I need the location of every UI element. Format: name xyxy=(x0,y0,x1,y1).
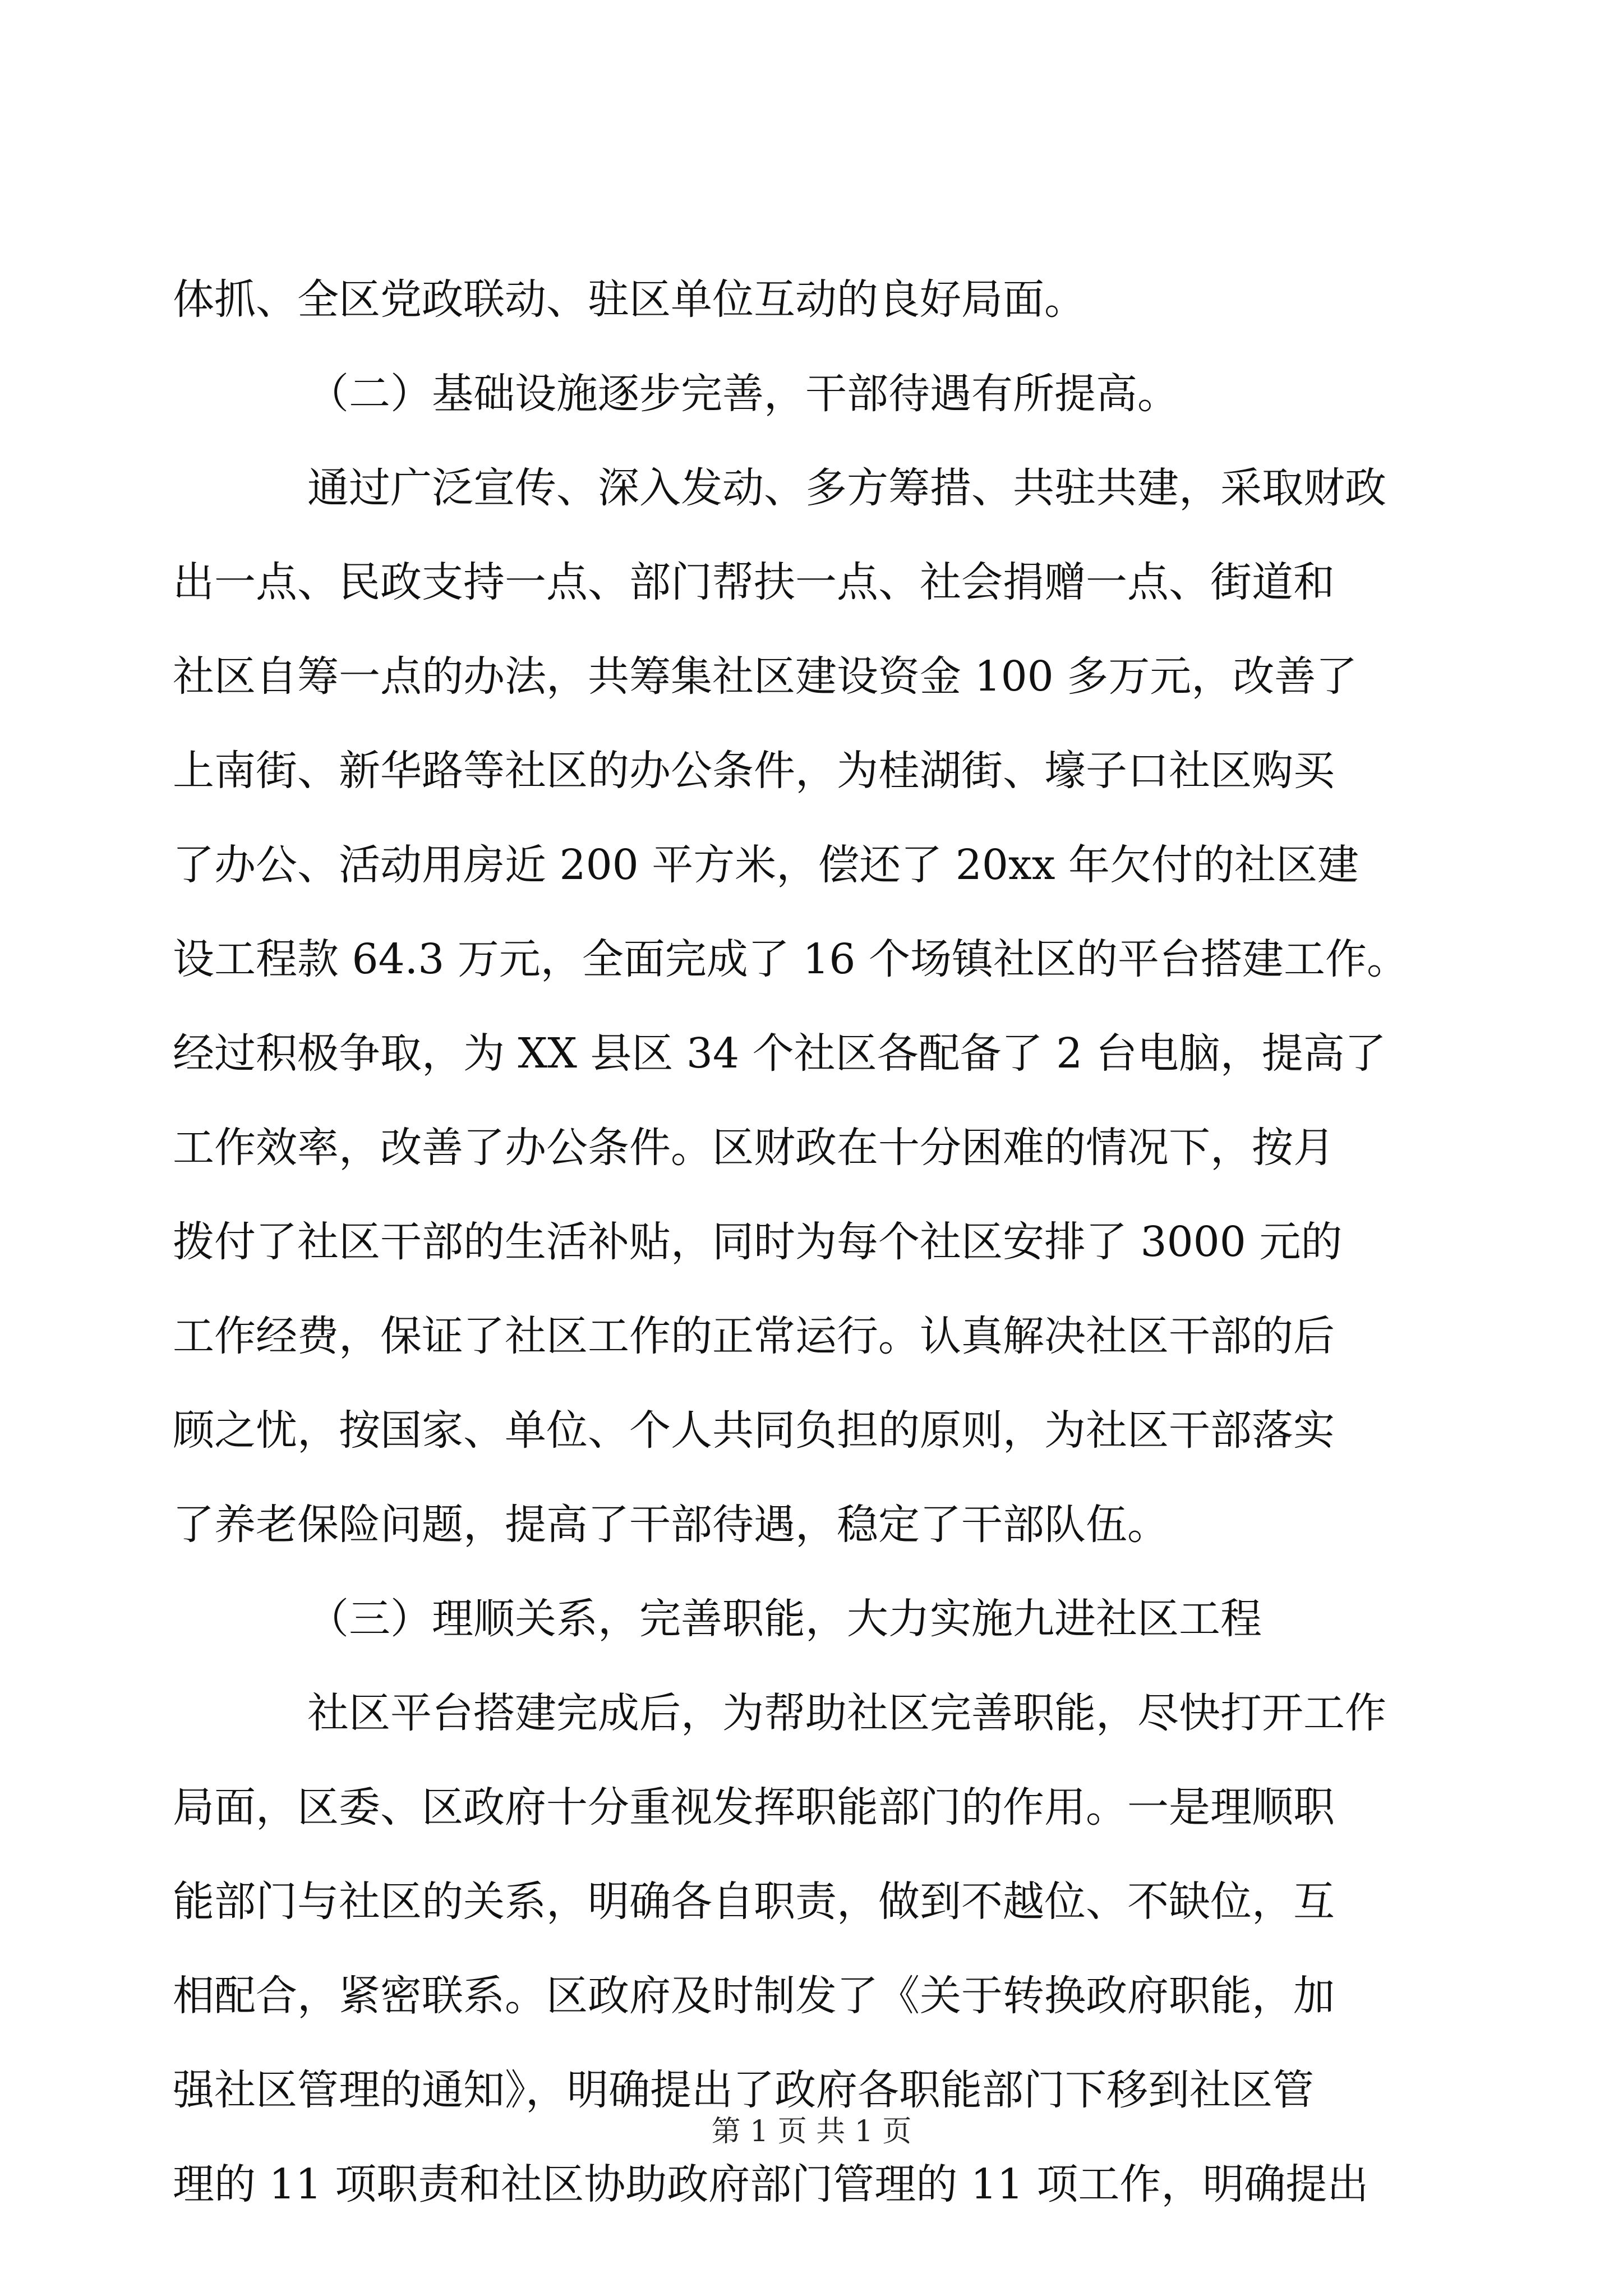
section-heading: （二）基础设施逐步完善，干部待遇有所提高。 xyxy=(307,370,1179,418)
body-line: 体抓、全区党政联动、驻区单位互动的良好局面。 xyxy=(173,275,1086,324)
body-line: 通过广泛宣传、深入发动、多方筹措、共驻共建，采取财政 xyxy=(307,464,1386,512)
body-line: 工作效率，改善了办公条件。区财政在十分困难的情况下，按月 xyxy=(173,1124,1335,1172)
body-line: 局面，区委、区政府十分重视发挥职能部门的作用。一是理顺职 xyxy=(173,1783,1335,1832)
body-line: 强社区管理的通知》，明确提出了政府各职能部门下移到社区管 xyxy=(173,2066,1314,2114)
body-line: 经过积极争取，为 XX 县区 34 个社区各配备了 2 台电脑，提高了 xyxy=(173,1029,1386,1078)
body-line: 理的 11 项职责和社区协助政府部门管理的 11 项工作，明确提出 xyxy=(173,2160,1369,2208)
body-line: 了办公、活动用房近 200 平方米，偿还了 20xx 年欠付的社区建 xyxy=(173,841,1359,889)
body-line: 顾之忧，按国家、单位、个人共同负担的原则，为社区干部落实 xyxy=(173,1406,1335,1455)
body-line: 社区自筹一点的办法，共筹集社区建设资金 100 多万元，改善了 xyxy=(173,652,1358,701)
body-line: 出一点、民政支持一点、部门帮扶一点、社会捐赠一点、街道和 xyxy=(173,558,1335,606)
body-line: 了养老保险问题，提高了干部待遇，稳定了干部队伍。 xyxy=(173,1501,1169,1549)
page-number-footer: 第 1 页 共 1 页 xyxy=(711,2115,912,2148)
body-line: 相配合，紧密联系。区政府及时制发了《关于转换政府职能，加 xyxy=(173,1972,1335,2020)
section-heading: （三）理顺关系，完善职能，大力实施九进社区工程 xyxy=(307,1595,1262,1643)
body-line: 工作经费，保证了社区工作的正常运行。认真解决社区干部的后 xyxy=(173,1312,1335,1360)
body-line: 能部门与社区的关系，明确各自职责，做到不越位、不缺位，互 xyxy=(173,1878,1335,1926)
body-line: 设工程款 64.3 万元，全面完成了 16 个场镇社区的平台搭建工作。 xyxy=(173,935,1409,983)
body-line: 拨付了社区干部的生活补贴，同时为每个社区安排了 3000 元的 xyxy=(173,1218,1343,1266)
document-body xyxy=(173,252,1451,2231)
body-line: 社区平台搭建完成后，为帮助社区完善职能，尽快打开工作 xyxy=(307,1689,1386,1737)
body-line: 上南街、新华路等社区的办公条件，为桂湖街、壕子口社区购买 xyxy=(173,747,1335,795)
